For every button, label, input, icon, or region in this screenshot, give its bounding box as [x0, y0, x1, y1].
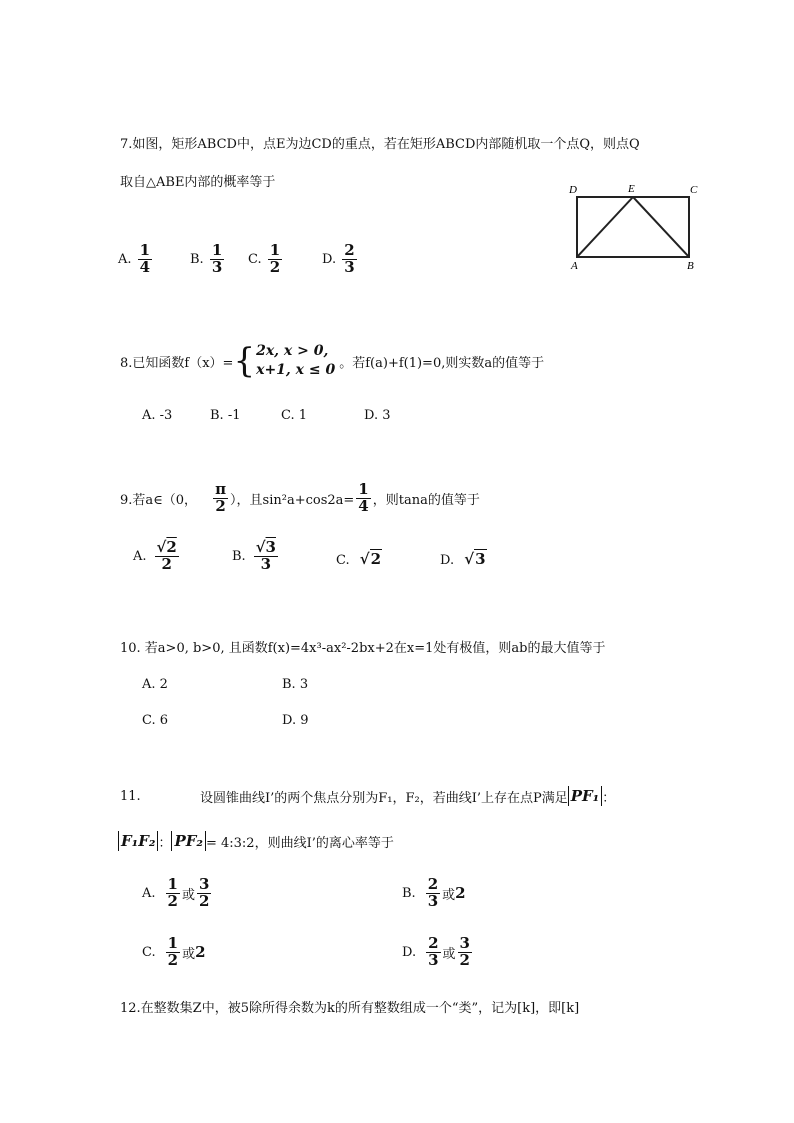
q8-option-d: D. 3	[364, 408, 391, 423]
q7-option-a: A. $\frac{1}{4}$	[118, 241, 151, 276]
q11-abs-f1f2: F₁F₂	[118, 831, 158, 851]
q10-option-d: D. 9	[282, 713, 309, 728]
q11-option-b: B. $\frac{2}{3}$ 或 2	[402, 875, 466, 910]
q11-option-d: D. $\frac{2}{3}$ 或 $\frac{3}{2}$	[402, 934, 470, 969]
q11-abs-pf2: PF₂	[171, 831, 206, 851]
q9-option-a: A. $\frac{√2}{2}$	[133, 538, 177, 573]
q8-option-a: A. -3	[142, 408, 173, 423]
q9-stem: 9.若a∈（0， $\frac{\pi}{2}$ ），且sin²a+cos2a= $\frac{1}{4}$ ，则tana的值等于	[120, 479, 480, 515]
q10-option-b: B. 3	[282, 677, 309, 692]
q11-number: 11.	[120, 789, 141, 804]
q9-option-d: D. √3	[440, 550, 486, 568]
q12-stem: 12.在整数集Z中，被5除所得余数为k的所有整数组成一个“类”，记为[k]，即[k]	[120, 1001, 580, 1016]
q11-line1: 设圆锥曲线Ι’的两个焦点分别为F₁，F₂，若曲线Ι’上存在点P满足 PF₁ ：	[200, 787, 616, 806]
point-e-label: E	[628, 183, 635, 195]
q7-rectangle-figure	[565, 180, 705, 272]
q8-stem: 8.已知函数f（x）= { 2x, x > 0, x+1, x ≤ 0 。若f(a)+f(1)=0,则实数a的值等于	[120, 341, 545, 381]
q7-option-b: B. $\frac{1}{3}$	[190, 241, 223, 276]
q8-option-c: C. 1	[281, 408, 308, 423]
q11-option-c: C. $\frac{1}{2}$ 或 2	[142, 934, 206, 969]
q9-option-c: C. √2	[336, 550, 382, 568]
q7-option-d: D. $\frac{2}{3}$	[322, 241, 355, 276]
q11-line2: F₁F₂ ： PF₂ = 4:3:2，则曲线Ι’的离心率等于	[118, 831, 394, 851]
q11-option-a: A. $\frac{1}{2}$ 或 $\frac{3}{2}$	[142, 875, 210, 910]
q9-option-b: B. $\frac{√3}{3}$	[232, 538, 276, 573]
q8-option-b: B. -1	[210, 408, 241, 423]
point-a-label: A	[571, 260, 578, 272]
q7-line1: 7.如图，矩形ABCD中，点E为边CD的重点，若在矩形ABCD内部随机取一个点Q，则点Q	[120, 137, 640, 152]
point-c-label: C	[690, 184, 698, 196]
q7-option-c: C. $\frac{1}{2}$	[248, 241, 281, 276]
q10-stem: 10. 若a>0, b>0, 且函数f(x)=4x³-ax²-2bx+2在x=1处有极值，则ab的最大值等于	[120, 641, 606, 656]
point-b-label: B	[687, 260, 694, 272]
q10-option-c: C. 6	[142, 713, 169, 728]
point-d-label: D	[569, 184, 577, 196]
q10-option-a: A. 2	[142, 677, 168, 692]
brace-icon: {	[233, 341, 256, 381]
q8-piecewise: 2x, x > 0, x+1, x ≤ 0	[256, 343, 336, 378]
q7-line2: 取自△ABE内部的概率等于	[120, 175, 276, 190]
q11-abs-pf1: PF₁	[568, 786, 603, 806]
